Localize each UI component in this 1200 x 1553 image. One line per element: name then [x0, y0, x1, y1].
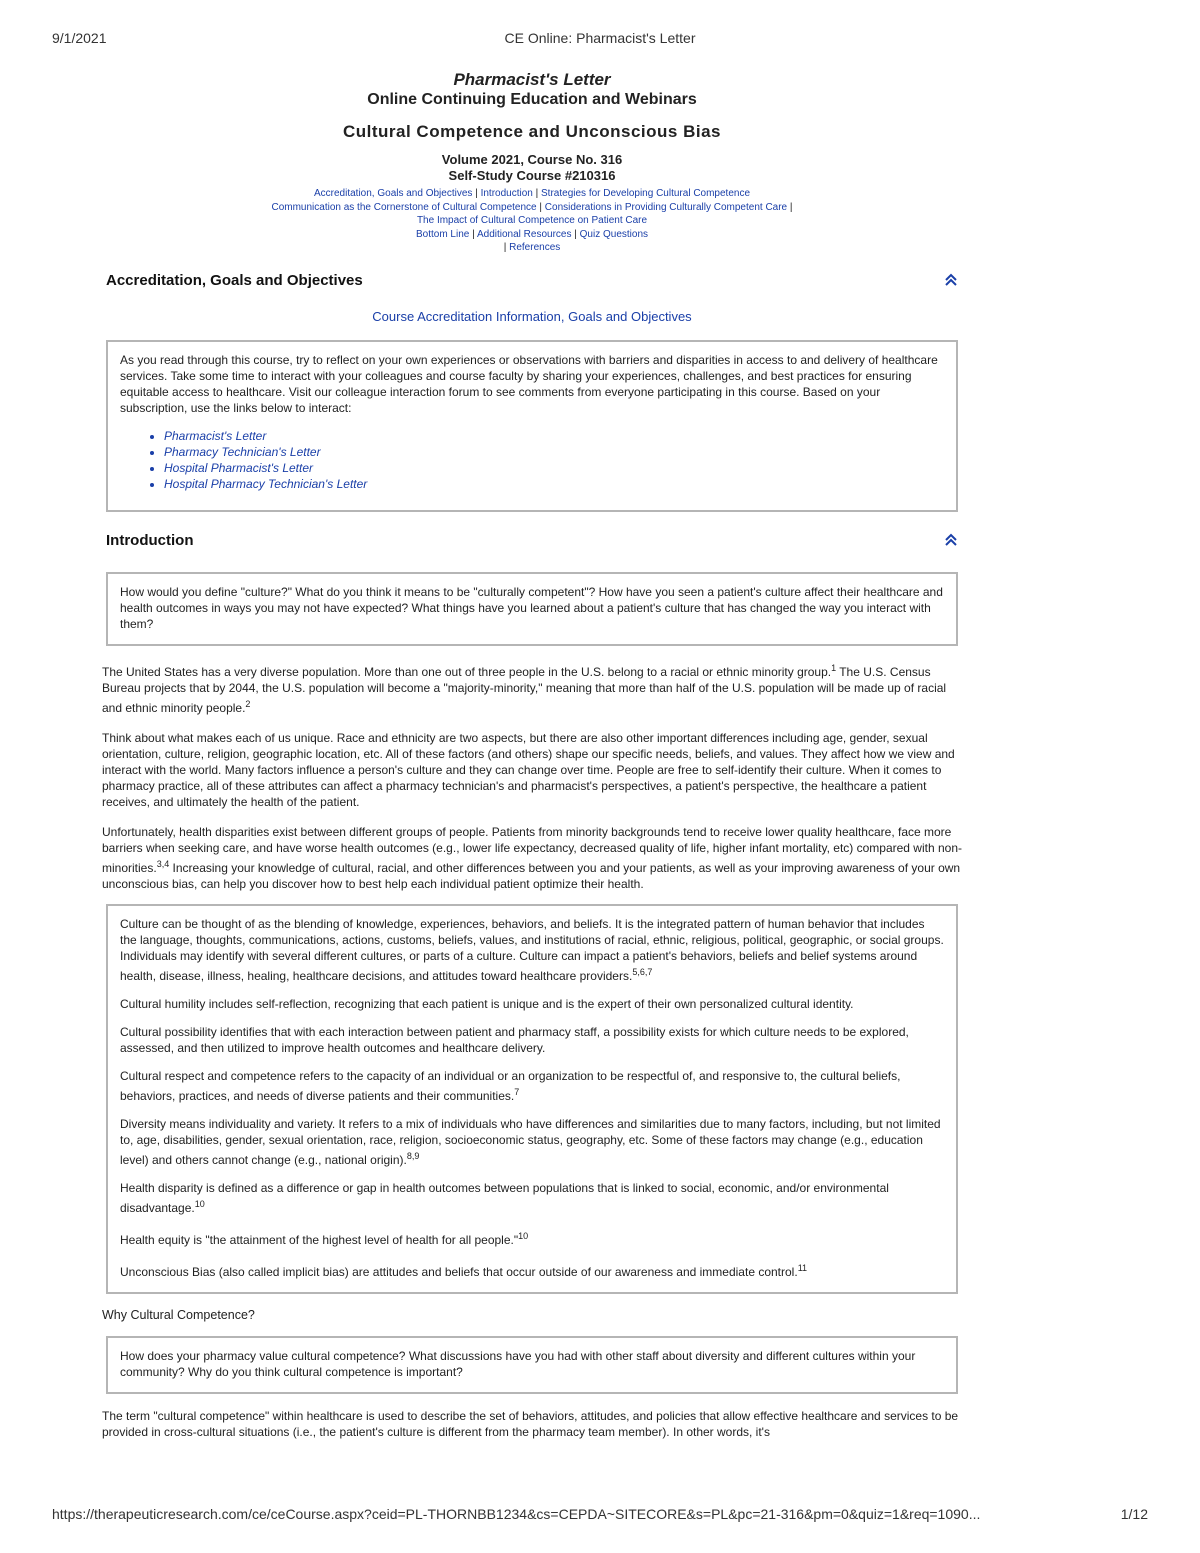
definition-health-equity: Health equity is "the attainment of the highest level of health for all people."$^{10}$ — [120, 1230, 529, 1247]
publication-subtitle: Online Continuing Education and Webinars — [367, 91, 697, 108]
list-item — [164, 444, 944, 460]
page-number: 1/12 — [1120, 1506, 1148, 1522]
double-chevron-up-icon[interactable] — [944, 533, 958, 547]
section-header-accreditation — [106, 272, 958, 292]
print-date: 9/1/2021 — [52, 30, 107, 46]
toc-link-references[interactable]: References — [509, 242, 561, 253]
print-header-title: CE Online: Pharmacist's Letter — [504, 30, 696, 46]
toc-link-considerations[interactable]: Considerations in Providing Culturally Competent Care — [544, 201, 788, 213]
why-paragraph-1: The term "cultural competence" within healthcare is used to describe the set of behaviors, attitudes, and policies that allow effective healthcare and services to be provided in cross-cultural situations (i.e., the patient's culture is different from the pharmacy team member). In other words, it's — [102, 1408, 959, 1439]
reflection-box — [106, 340, 958, 512]
introduction-question-box — [106, 572, 958, 646]
toc-link-introduction[interactable]: Introduction — [480, 188, 533, 199]
accreditation-link-row — [102, 309, 962, 324]
table-of-contents: Accreditation, Goals and Objectives | Introduction | Strategies for Developing Cultural Competence Communication as the Cornerstone of Cultural Competence | Considerations in Providing Culturally Competent Care | The Impact of Cultural Competence on Patient Care Bottom Line | Additional Resources | Quiz Questions | References — [271, 188, 793, 253]
definition-unconscious-bias: Unconscious Bias (also called implicit bias) are attitudes and beliefs that occur outside of our awareness and immediate control.$^{11}$ — [120, 1262, 808, 1279]
definition-cultural-respect: Cultural respect and competence refers to the capacity of an individual or an organization to be respectful of, and responsive to, the cultural beliefs, behaviors, practices, and needs of diverse patients and their communities.$^7$ — [120, 1068, 901, 1103]
definition-cultural-possibility: Cultural possibility identifies that with each interaction between patient and pharmacy staff, a possibility exists for which culture needs to be explored, assessed, and then utilized to improve health outcomes and healthcare delivery. — [120, 1024, 909, 1055]
reflection-text: As you read through this course, try to reflect on your own experiences or observations with barriers and disparities in access to and delivery of healthcare services. Take some time to interact with your colleagues and course faculty by sharing your experiences, challenges, and best practices for ensuring equitable access to healthcare. Visit our colleague interaction forum to see comments from everyone participating in this course. Based on your subscription, use the links below to interact: — [120, 352, 938, 415]
toc-link-strategies[interactable]: Strategies for Developing Cultural Competence — [541, 188, 751, 199]
toc-link-communication[interactable]: Communication as the Cornerstone of Cultural Competence — [271, 201, 537, 213]
list-item — [164, 476, 944, 492]
course-content — [102, 68, 962, 1440]
forum-link-pharmacists-letter[interactable]: Pharmacist's Letter — [164, 428, 267, 443]
definition-health-disparity: Health disparity is defined as a difference or gap in health outcomes between populations that is linked to social, economic, and/or environmental disadvantage.$^{10}$ — [120, 1180, 889, 1215]
intro-paragraph-2: Think about what makes each of us unique. Race and ethnicity are two aspects, but there are also other important differences including age, gender, sexual orientation, culture, religion, geographic location, etc. All of these factors (and others) shape our specific needs, beliefs, and values. They affect how we view and interact with the world. Many factors influence a person's culture and they can change over time. People are free to self-identify their culture. When it comes to pharmacy practice, all of these attributes can affect a pharmacy technician's and pharmacist's perspectives, a patient's perspective, the healthcare a patient receives, and ultimately the health of the patient. — [102, 730, 955, 809]
masthead — [102, 70, 962, 255]
section-header-introduction — [106, 532, 958, 552]
toc-link-accreditation[interactable]: Accreditation, Goals and Objectives — [313, 188, 473, 199]
double-chevron-up-icon[interactable] — [944, 273, 958, 287]
definition-diversity: Diversity means individuality and variety. It refers to a mix of individuals who have differences and similarities due to many factors, including, but not limited to, age, disabilities, gender, sexual orientation, race, religion, socioeconomic status, geography, etc. Some of these factors may change (e.g., education level) and others cannot change (e.g., national origin).$^{8,9}$ — [120, 1116, 941, 1167]
forum-link-hospital-pharmacy-technicians-letter[interactable]: Hospital Pharmacy Technician's Letter — [164, 476, 368, 491]
print-url: https://therapeuticresearch.com/ce/ceCourse.aspx?ceid=PL-THORNBB1234&cs=CEPDA~SITECORE&s=PL&pc=21-316&pm=0&quiz=1&req=1090... — [52, 1506, 981, 1522]
toc-link-quiz[interactable]: Quiz Questions — [579, 228, 649, 240]
why-question-box — [106, 1336, 958, 1394]
forum-link-list — [120, 428, 944, 492]
accreditation-info-link[interactable]: Course Accreditation Information, Goals and Objectives — [372, 308, 692, 324]
toc-link-bottom-line[interactable]: Bottom Line — [415, 228, 470, 240]
publication-name: Pharmacist's Letter — [453, 70, 611, 89]
section-title: Accreditation, Goals and Objectives — [106, 271, 363, 289]
intro-paragraph-3: Unfortunately, health disparities exist between different groups of people. Patients from minority backgrounds tend to receive lower quality healthcare, face more barriers when seeking care, and have worse health outcomes (e.g., lower life expectancy, decreased quality of life, higher infant mortality, etc) compared with non-minorities.$^{3,4}$ Increasing your knowledge of cultural, racial, and other differences between you and your patients, as well as your improving awareness of your own unconscious bias, can help you discover how to best help each individual patient optimize their health. — [102, 824, 962, 891]
print-header — [52, 30, 1148, 50]
toc-link-impact[interactable]: The Impact of Cultural Competence on Patient Care — [416, 215, 648, 226]
definition-cultural-humility: Cultural humility includes self-reflection, recognizing that each patient is unique and is the expert of their own personalized cultural identity. — [120, 996, 854, 1011]
forum-link-pharmacy-technicians-letter[interactable]: Pharmacy Technician's Letter — [164, 444, 321, 459]
volume-info: Volume 2021, Course No. 316 — [441, 152, 623, 167]
self-study-number: Self-Study Course #210316 — [448, 168, 616, 183]
forum-link-hospital-pharmacists-letter[interactable]: Hospital Pharmacist's Letter — [164, 460, 314, 475]
definition-culture: Culture can be thought of as the blending of knowledge, experiences, behaviors, and beliefs. It is the integrated pattern of human behavior that includes the language, thoughts, communications, actions, customs, beliefs, values, and institutions of racial, ethnic, religious, political, geographic, or social groups. Individuals may identify with several different cultures, or parts of a culture. Culture can impact a patient's behaviors, beliefs and belief systems around health, disease, illness, healing, healthcare decisions, and attitudes toward healthcare providers.$^{5,6,7}$ — [120, 916, 944, 983]
course-title: Cultural Competence and Unconscious Bias — [342, 122, 721, 141]
definitions-box — [106, 904, 958, 1294]
list-item — [164, 460, 944, 476]
why-question-text: How does your pharmacy value cultural competence? What discussions have you had with other staff about diversity and different cultures within your community? Why do you think cultural competence is important? — [120, 1348, 916, 1379]
section-title: Introduction — [106, 531, 194, 549]
toc-link-resources[interactable]: Additional Resources — [476, 228, 572, 240]
introduction-question-text: How would you define "culture?" What do you think it means to be "culturally competent"? How have you seen a patient's culture affect their healthcare and health outcomes in ways you may not have expected? What things have you learned about a patient's culture that has changed the way you interact with them? — [120, 584, 943, 631]
why-cultural-competence-heading: Why Cultural Competence? — [102, 1307, 255, 1322]
intro-paragraph-1: The United States has a very diverse population. More than one out of three people in the U.S. belong to a racial or ethnic minority group.$^1$ The U.S. Census Bureau projects that by 2044, the U.S. population will become a "majority-minority," meaning that more than half of the U.S. population will be made up of racial and ethnic minority people.$^2$ — [102, 662, 947, 715]
list-item — [164, 428, 944, 444]
